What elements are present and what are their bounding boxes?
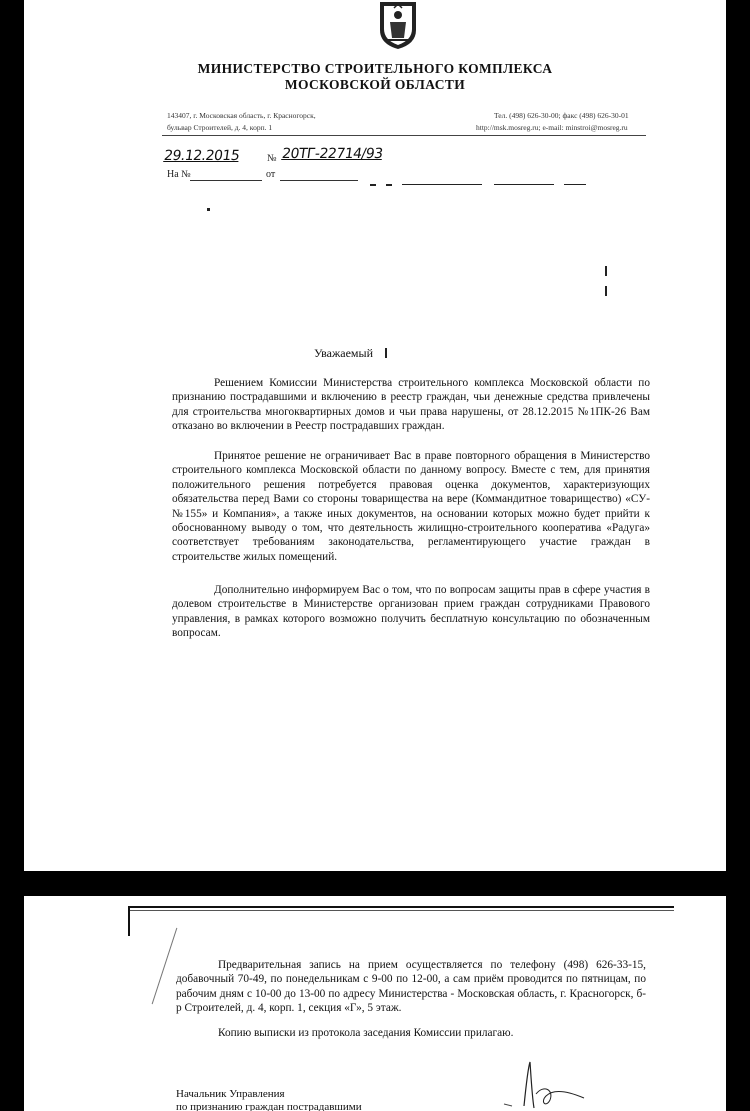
redaction-mark	[370, 184, 376, 186]
page2-paragraph-1: Предварительная запись на прием осуществляется по телефону (498) 626-33-15, добавочный 70-49, по понедельникам с 9-00 по 12-00, а сам приём проводится по пятницам, по рабочим дням с 10-00 до 13-00 по адресу Министерства - Московская область, г. Красногорск, б-р Строителей, д. 4, корп. 1, секция «Г», 5 этаж.	[176, 959, 646, 1015]
copy-edge-line	[152, 928, 178, 1004]
redaction-mark	[385, 348, 387, 358]
letter-paragraph-1: Решением Комиссии Министерства строительного комплекса Московской области по признанию пострадавшими и включению в реестр граждан, чьи денежные средства привлечены для строительства многоквартирных домов и чьи права нарушены, от 28.12.2015 №1ПК-26 Вам отказано во включении в Реестр пострадавших граждан.	[172, 377, 650, 433]
contacts-line2: http://msk.mosreg.ru; e-mail: minstroi@mosreg.ru	[476, 123, 628, 132]
page2-paragraph-2: Копию выписки из протокола заседания Комиссии прилагаю.	[218, 1027, 514, 1039]
redaction-mark	[402, 184, 482, 185]
redaction-mark	[386, 184, 392, 186]
contacts-line1: Тел. (498) 626-30-00; факс (498) 626-30-01	[494, 111, 629, 120]
ministry-name-line2: МОСКОВСКОЙ ОБЛАСТИ	[284, 77, 466, 92]
redaction-mark	[494, 184, 554, 185]
registration-date: 29.12.2015	[162, 148, 241, 164]
redaction-mark	[564, 184, 586, 185]
reference-blank	[190, 180, 262, 181]
coat-of-arms-icon	[376, 0, 420, 50]
address-line2: бульвар Строителей, д. 4, корп. 1	[167, 123, 273, 132]
from-label: от	[266, 169, 276, 180]
letter-page-2	[24, 896, 726, 1111]
letter-paragraph-2: Принятое решение не ограничивает Вас в праве повторного обращения в Министерство строительного комплекса Московской области по данному вопросу. Вместе с тем, для принятия положительного решения потребуется правовая оценка документов, характеризующих обязательства перед Вами со стороны товарищества на вере (Коммандитное товарищество) «СУ-№155» и Компания», а также иных документов, на основании которых можно будет прийти к обоснованному выводу о том, что деятельность жилищно-строительного кооператива «Радуга» соответствует требованиям законодательства, регламентирующего участие граждан в строительстве жилых помещений.	[172, 450, 650, 563]
signatory-title-line2: по признанию граждан пострадавшими	[176, 1101, 362, 1111]
signatory-title-line1: Начальник Управления	[176, 1088, 285, 1100]
redaction-mark	[605, 266, 607, 276]
letter-page-1	[24, 0, 726, 871]
signature-icon	[484, 1056, 604, 1111]
reference-label: На №	[167, 169, 191, 180]
ministry-name-line1: МИНИСТЕРСТВО СТРОИТЕЛЬНОГО КОМПЛЕКСА	[197, 61, 553, 76]
number-sign: №	[267, 153, 277, 164]
salutation: Уважаемый	[314, 346, 373, 360]
registration-number: 20ТГ-22714/93	[280, 146, 384, 162]
letter-paragraph-3: Дополнительно информируем Вас о том, что по вопросам защиты прав в сфере участия в долевом строительстве в Министерстве организован прием граждан сотрудниками Правового управления, в рамках которого возможно получить бесплатную консультацию по обозначенным вопросам.	[172, 584, 650, 640]
redaction-mark	[207, 208, 210, 211]
header-divider	[162, 135, 646, 136]
redaction-mark	[605, 286, 607, 296]
from-blank	[280, 180, 358, 181]
address-line1: 143407, г. Московская область, г. Красногорск,	[167, 111, 316, 120]
copy-edge-line	[128, 910, 674, 911]
copy-edge-line	[128, 906, 674, 908]
copy-edge-line	[128, 906, 130, 936]
